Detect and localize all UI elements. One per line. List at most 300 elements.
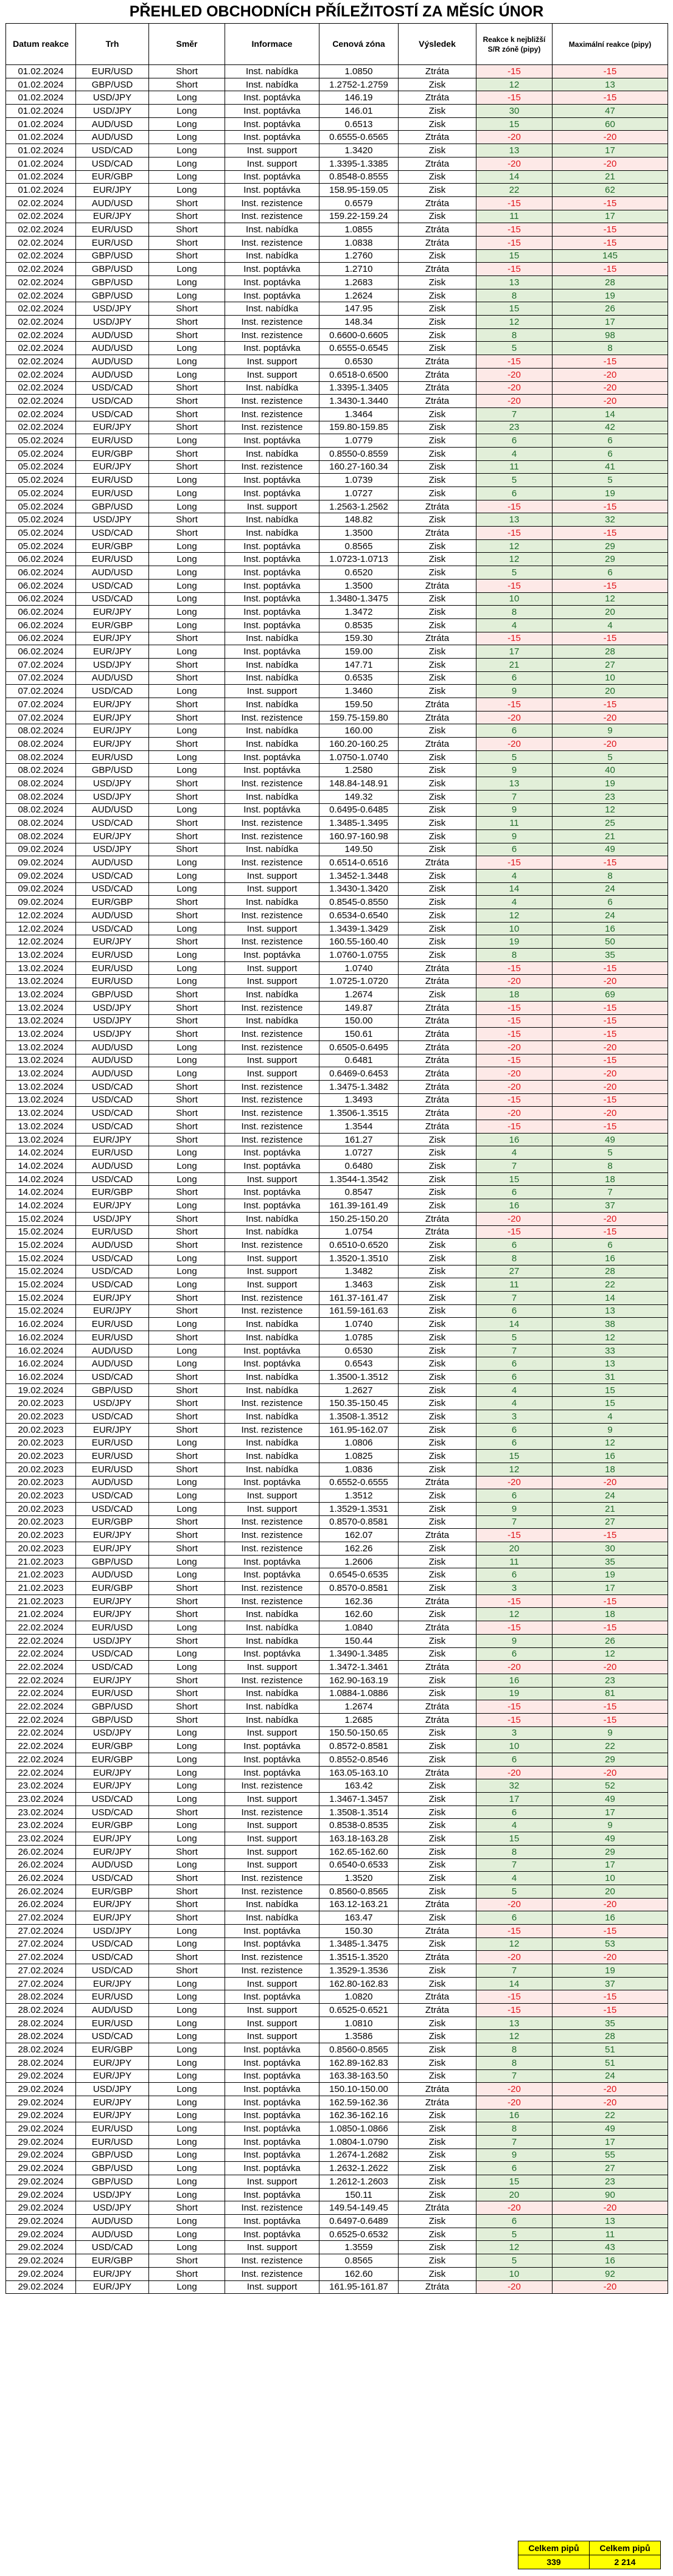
cell-result: Zisk	[399, 1937, 476, 1951]
cell-date: 13.02.2024	[6, 949, 76, 962]
table-row	[6, 2280, 668, 2294]
table-row	[6, 1397, 668, 1410]
cell-reaction-pips: 32	[476, 1779, 553, 1793]
cell-direction: Short	[149, 658, 225, 671]
table-row	[6, 750, 668, 764]
cell-market: EUR/JPY	[76, 421, 149, 434]
cell-direction: Short	[149, 249, 225, 263]
cell-date: 02.02.2024	[6, 276, 76, 289]
cell-price-zone: 0.6552-0.6555	[319, 1476, 399, 1489]
table-row	[6, 210, 668, 223]
cell-date: 01.02.2024	[6, 105, 76, 118]
cell-information: Inst. rezistence	[225, 909, 319, 923]
cell-direction: Long	[149, 2280, 225, 2294]
cell-market: EUR/JPY	[76, 935, 149, 949]
cell-price-zone: 1.3463	[319, 1278, 399, 1292]
cell-reaction-pips: 4	[476, 1146, 553, 1160]
cell-market: USD/JPY	[76, 2083, 149, 2096]
cell-max-pips: 30	[553, 1542, 668, 1556]
cell-result: Ztráta	[399, 961, 476, 975]
cell-date: 01.02.2024	[6, 65, 76, 78]
cell-price-zone: 1.3520-1.3510	[319, 1252, 399, 1265]
cell-date: 29.02.2024	[6, 2096, 76, 2109]
cell-reaction-pips: 6	[476, 1239, 553, 1252]
cell-information: Inst. poptávka	[225, 263, 319, 276]
cell-result: Zisk	[399, 1265, 476, 1278]
table-row	[6, 144, 668, 158]
cell-market: USD/JPY	[76, 91, 149, 105]
cell-market: AUD/USD	[76, 1858, 149, 1872]
cell-max-pips: 62	[553, 184, 668, 197]
cell-result: Ztráta	[399, 263, 476, 276]
cell-information: Inst. support	[225, 975, 319, 988]
cell-reaction-pips: 7	[476, 1515, 553, 1529]
cell-direction: Short	[149, 1608, 225, 1621]
cell-direction: Long	[149, 922, 225, 935]
cell-information: Inst. rezistence	[225, 1872, 319, 1885]
cell-direction: Short	[149, 935, 225, 949]
table-row	[6, 289, 668, 302]
cell-market: EUR/GBP	[76, 170, 149, 184]
cell-reaction-pips: 11	[476, 817, 553, 830]
cell-result: Zisk	[399, 447, 476, 460]
cell-reaction-pips: 7	[476, 2135, 553, 2148]
cell-date: 15.02.2024	[6, 1212, 76, 1225]
cell-price-zone: 0.8570-0.8581	[319, 1515, 399, 1529]
cell-direction: Long	[149, 2083, 225, 2096]
cell-reaction-pips: -15	[476, 500, 553, 513]
cell-information: Inst. support	[225, 1278, 319, 1292]
cell-information: Inst. poptávka	[225, 1146, 319, 1160]
cell-date: 13.02.2024	[6, 988, 76, 1002]
cell-price-zone: 163.42	[319, 1779, 399, 1793]
table-row	[6, 65, 668, 78]
cell-max-pips: 17	[553, 210, 668, 223]
cell-result: Ztráta	[399, 1898, 476, 1911]
cell-reaction-pips: 14	[476, 1318, 553, 1331]
cell-result: Zisk	[399, 170, 476, 184]
cell-information: Inst. poptávka	[225, 2069, 319, 2083]
cell-reaction-pips: 6	[476, 1371, 553, 1384]
table-row	[6, 1858, 668, 1872]
document-title: PŘEHLED OBCHODNÍCH PŘÍLEŽITOSTÍ ZA MĚSÍC ÚNOR	[129, 3, 544, 20]
cell-result: Zisk	[399, 1502, 476, 1515]
cell-reaction-pips: 7	[476, 1160, 553, 1173]
cell-information: Inst. rezistence	[225, 328, 319, 342]
cell-max-pips: 24	[553, 2069, 668, 2083]
cell-price-zone: 161.59-161.63	[319, 1304, 399, 1318]
table-row	[6, 764, 668, 777]
cell-price-zone: 150.00	[319, 1014, 399, 1028]
cell-price-zone: 1.2674-1.2682	[319, 2148, 399, 2162]
cell-date: 20.02.2023	[6, 1463, 76, 1476]
cell-reaction-pips: 8	[476, 2056, 553, 2069]
cell-information: Inst. support	[225, 1067, 319, 1081]
cell-information: Inst. poptávka	[225, 117, 319, 131]
table-row	[6, 1001, 668, 1014]
cell-result: Ztráta	[399, 2096, 476, 2109]
cell-date: 02.02.2024	[6, 196, 76, 210]
cell-market: EUR/USD	[76, 1146, 149, 1160]
table-row	[6, 1753, 668, 1767]
cell-market: EUR/GBP	[76, 1819, 149, 1832]
cell-date: 29.02.2024	[6, 2122, 76, 2136]
cell-market: AUD/USD	[76, 368, 149, 381]
cell-market: EUR/JPY	[76, 1608, 149, 1621]
cell-price-zone: 1.3520	[319, 1872, 399, 1885]
cell-information: Inst. support	[225, 2175, 319, 2189]
cell-information: Inst. nabídka	[225, 381, 319, 395]
cell-market: AUD/USD	[76, 1344, 149, 1357]
table-row	[6, 1304, 668, 1318]
cell-market: EUR/GBP	[76, 2254, 149, 2268]
cell-direction: Long	[149, 1172, 225, 1186]
cell-reaction-pips: -15	[476, 1014, 553, 1028]
cell-market: USD/CAD	[76, 1937, 149, 1951]
table-row	[6, 184, 668, 197]
cell-information: Inst. rezistence	[225, 1239, 319, 1252]
cell-market: EUR/JPY	[76, 724, 149, 738]
cell-result: Zisk	[399, 843, 476, 856]
table-row	[6, 1661, 668, 1674]
cell-result: Ztráta	[399, 1001, 476, 1014]
cell-date: 15.02.2024	[6, 1265, 76, 1278]
cell-max-pips: 33	[553, 1344, 668, 1357]
cell-reaction-pips: 15	[476, 249, 553, 263]
cell-market: EUR/JPY	[76, 1779, 149, 1793]
cell-market: AUD/USD	[76, 1476, 149, 1489]
cell-direction: Long	[149, 276, 225, 289]
cell-reaction-pips: 19	[476, 1687, 553, 1700]
cell-result: Ztráta	[399, 1476, 476, 1489]
cell-reaction-pips: 6	[476, 1304, 553, 1318]
table-row	[6, 1529, 668, 1542]
cell-direction: Short	[149, 1331, 225, 1345]
cell-max-pips: 35	[553, 2017, 668, 2030]
cell-information: Inst. nabídka	[225, 1463, 319, 1476]
cell-direction: Long	[149, 1858, 225, 1872]
cell-reaction-pips: 16	[476, 1674, 553, 1687]
table-row	[6, 342, 668, 355]
cell-max-pips: -15	[553, 579, 668, 592]
cell-date: 07.02.2024	[6, 698, 76, 712]
cell-date: 14.02.2024	[6, 1146, 76, 1160]
cell-information: Inst. nabídka	[225, 1713, 319, 1726]
cell-reaction-pips: 13	[476, 276, 553, 289]
cell-information: Inst. nabídka	[225, 302, 319, 316]
cell-direction: Short	[149, 1014, 225, 1028]
cell-reaction-pips: 7	[476, 1344, 553, 1357]
cell-price-zone: 163.05-163.10	[319, 1766, 399, 1779]
cell-information: Inst. rezistence	[225, 1582, 319, 1595]
cell-direction: Long	[149, 579, 225, 592]
cell-reaction-pips: -15	[476, 236, 553, 249]
cell-date: 26.02.2024	[6, 1898, 76, 1911]
cell-result: Ztráta	[399, 1080, 476, 1093]
cell-date: 02.02.2024	[6, 421, 76, 434]
cell-market: EUR/JPY	[76, 1133, 149, 1146]
cell-market: EUR/JPY	[76, 1674, 149, 1687]
cell-reaction-pips: 19	[476, 935, 553, 949]
cell-price-zone: 159.50	[319, 698, 399, 712]
cell-market: EUR/USD	[76, 236, 149, 249]
cell-reaction-pips: 6	[476, 1436, 553, 1450]
cell-max-pips: -20	[553, 381, 668, 395]
cell-information: Inst. support	[225, 1858, 319, 1872]
cell-market: EUR/JPY	[76, 1542, 149, 1556]
cell-date: 20.02.2023	[6, 1423, 76, 1436]
cell-price-zone: 162.80-162.83	[319, 1977, 399, 1990]
table-row	[6, 1199, 668, 1213]
cell-result: Ztráta	[399, 1594, 476, 1608]
opportunities-table	[5, 23, 668, 2294]
cell-result: Zisk	[399, 2030, 476, 2043]
cell-reaction-pips: 7	[476, 1291, 553, 1304]
cell-price-zone: 1.3472	[319, 606, 399, 619]
table-row	[6, 553, 668, 566]
cell-reaction-pips: 4	[476, 447, 553, 460]
cell-date: 02.02.2024	[6, 223, 76, 237]
cell-reaction-pips: -15	[476, 1028, 553, 1041]
table-row	[6, 1093, 668, 1107]
table-row	[6, 2148, 668, 2162]
cell-market: EUR/USD	[76, 553, 149, 566]
cell-reaction-pips: 15	[476, 302, 553, 316]
cell-direction: Short	[149, 988, 225, 1002]
cell-result: Zisk	[399, 2069, 476, 2083]
cell-market: AUD/USD	[76, 1054, 149, 1067]
cell-max-pips: 35	[553, 949, 668, 962]
cell-information: Inst. rezistence	[225, 1093, 319, 1107]
cell-date: 29.02.2024	[6, 2109, 76, 2122]
cell-result: Zisk	[399, 1555, 476, 1568]
cell-price-zone: 1.2612-1.2603	[319, 2175, 399, 2189]
cell-date: 13.02.2024	[6, 1067, 76, 1081]
cell-market: USD/JPY	[76, 1028, 149, 1041]
cell-direction: Long	[149, 1793, 225, 1806]
cell-reaction-pips: -15	[476, 1093, 553, 1107]
cell-reaction-pips: 9	[476, 764, 553, 777]
cell-max-pips: -15	[553, 1014, 668, 1028]
cell-market: AUD/USD	[76, 117, 149, 131]
cell-result: Ztráta	[399, 381, 476, 395]
cell-reaction-pips: 9	[476, 829, 553, 843]
cell-date: 16.02.2024	[6, 1318, 76, 1331]
cell-information: Inst. support	[225, 1845, 319, 1858]
cell-max-pips: 28	[553, 1265, 668, 1278]
cell-market: EUR/JPY	[76, 1766, 149, 1779]
cell-result: Zisk	[399, 1371, 476, 1384]
cell-max-pips: 5	[553, 750, 668, 764]
cell-direction: Short	[149, 1383, 225, 1397]
cell-information: Inst. poptávka	[225, 1186, 319, 1199]
table-row	[6, 2201, 668, 2215]
cell-price-zone: 1.3500-1.3512	[319, 1371, 399, 1384]
cell-result: Zisk	[399, 249, 476, 263]
cell-max-pips: 23	[553, 790, 668, 803]
cell-price-zone: 0.6530	[319, 1344, 399, 1357]
cell-max-pips: 12	[553, 592, 668, 606]
cell-max-pips: 17	[553, 1858, 668, 1872]
cell-market: USD/CAD	[76, 144, 149, 158]
cell-max-pips: -20	[553, 711, 668, 724]
cell-information: Inst. poptávka	[225, 289, 319, 302]
cell-max-pips: 9	[553, 1423, 668, 1436]
cell-reaction-pips: 4	[476, 896, 553, 909]
cell-information: Inst. rezistence	[225, 1515, 319, 1529]
cell-information: Inst. nabídka	[225, 671, 319, 685]
cell-information: Inst. poptávka	[225, 1753, 319, 1767]
cell-information: Inst. rezistence	[225, 460, 319, 474]
cell-result: Zisk	[399, 1489, 476, 1503]
cell-direction: Short	[149, 223, 225, 237]
table-row	[6, 1832, 668, 1846]
cell-result: Ztráta	[399, 196, 476, 210]
cell-result: Zisk	[399, 1793, 476, 1806]
table-row	[6, 592, 668, 606]
cell-result: Zisk	[399, 658, 476, 671]
cell-direction: Long	[149, 117, 225, 131]
cell-direction: Long	[149, 1160, 225, 1173]
cell-result: Ztráta	[399, 368, 476, 381]
table-row	[6, 645, 668, 659]
cell-price-zone: 0.8572-0.8581	[319, 1740, 399, 1753]
cell-result: Ztráta	[399, 975, 476, 988]
table-row	[6, 829, 668, 843]
table-row	[6, 618, 668, 632]
cell-date: 12.02.2024	[6, 935, 76, 949]
cell-direction: Short	[149, 1582, 225, 1595]
cell-information: Inst. rezistence	[225, 1120, 319, 1134]
cell-information: Inst. poptávka	[225, 1357, 319, 1371]
cell-price-zone: 0.6514-0.6516	[319, 856, 399, 870]
header-result: Výsledek	[399, 24, 476, 65]
cell-direction: Short	[149, 1700, 225, 1714]
cell-date: 05.02.2024	[6, 539, 76, 553]
table-row	[6, 2241, 668, 2254]
cell-direction: Long	[149, 170, 225, 184]
table-row	[6, 1621, 668, 1635]
cell-date: 12.02.2024	[6, 909, 76, 923]
cell-information: Inst. nabídka	[225, 1383, 319, 1397]
cell-reaction-pips: -15	[476, 1713, 553, 1726]
table-row	[6, 527, 668, 540]
cell-max-pips: 6	[553, 566, 668, 580]
cell-reaction-pips: -15	[476, 1001, 553, 1014]
cell-result: Ztráta	[399, 1951, 476, 1964]
cell-date: 20.02.2023	[6, 1436, 76, 1450]
cell-price-zone: 1.3467-1.3457	[319, 1793, 399, 1806]
table-row	[6, 909, 668, 923]
cell-market: EUR/USD	[76, 2122, 149, 2136]
cell-information: Inst. support	[225, 355, 319, 369]
cell-price-zone: 161.95-161.87	[319, 2280, 399, 2294]
cell-result: Ztráta	[399, 131, 476, 144]
cell-reaction-pips: 6	[476, 1568, 553, 1582]
cell-price-zone: 1.3500	[319, 579, 399, 592]
cell-direction: Short	[149, 1463, 225, 1476]
cell-result: Zisk	[399, 1463, 476, 1476]
cell-information: Inst. poptávka	[225, 1568, 319, 1582]
cell-information: Inst. poptávka	[225, 131, 319, 144]
cell-date: 15.02.2024	[6, 1304, 76, 1318]
cell-max-pips: 16	[553, 1911, 668, 1925]
cell-information: Inst. poptávka	[225, 2162, 319, 2175]
cell-price-zone: 1.0820	[319, 1990, 399, 2004]
cell-result: Zisk	[399, 1436, 476, 1450]
cell-max-pips: -15	[553, 961, 668, 975]
cell-price-zone: 0.6520	[319, 566, 399, 580]
cell-market: GBP/USD	[76, 78, 149, 91]
cell-direction: Long	[149, 184, 225, 197]
cell-market: USD/JPY	[76, 105, 149, 118]
cell-information: Inst. rezistence	[225, 2201, 319, 2215]
cell-result: Ztráta	[399, 395, 476, 408]
cell-price-zone: 149.50	[319, 843, 399, 856]
cell-reaction-pips: 20	[476, 2188, 553, 2201]
cell-result: Zisk	[399, 935, 476, 949]
cell-reaction-pips: -20	[476, 1040, 553, 1054]
cell-price-zone: 162.60	[319, 2267, 399, 2280]
cell-market: AUD/USD	[76, 803, 149, 817]
cell-information: Inst. poptávka	[225, 618, 319, 632]
cell-information: Inst. poptávka	[225, 1766, 319, 1779]
cell-date: 13.02.2024	[6, 1120, 76, 1134]
cell-result: Ztráta	[399, 2280, 476, 2294]
cell-information: Inst. poptávka	[225, 2228, 319, 2241]
cell-market: USD/JPY	[76, 513, 149, 527]
cell-information: Inst. poptávka	[225, 2096, 319, 2109]
cell-information: Inst. support	[225, 2241, 319, 2254]
cell-market: EUR/USD	[76, 65, 149, 78]
cell-max-pips: 19	[553, 777, 668, 791]
cell-result: Ztráta	[399, 223, 476, 237]
table-row	[6, 1542, 668, 1556]
cell-price-zone: 1.0785	[319, 1331, 399, 1345]
table-row	[6, 1502, 668, 1515]
cell-price-zone: 0.8547	[319, 1186, 399, 1199]
cell-price-zone: 1.0779	[319, 434, 399, 448]
cell-date: 01.02.2024	[6, 144, 76, 158]
cell-price-zone: 0.6555-0.6565	[319, 131, 399, 144]
cell-reaction-pips: 15	[476, 2175, 553, 2189]
cell-reaction-pips: 10	[476, 1740, 553, 1753]
cell-market: AUD/USD	[76, 328, 149, 342]
cell-result: Zisk	[399, 460, 476, 474]
cell-date: 22.02.2024	[6, 1753, 76, 1767]
cell-date: 05.02.2024	[6, 500, 76, 513]
cell-max-pips: 16	[553, 1450, 668, 1463]
cell-direction: Long	[149, 1054, 225, 1067]
cell-information: Inst. poptávka	[225, 1647, 319, 1661]
cell-max-pips: 32	[553, 513, 668, 527]
cell-date: 01.02.2024	[6, 170, 76, 184]
cell-price-zone: 1.0840	[319, 1621, 399, 1635]
cell-max-pips: -15	[553, 65, 668, 78]
cell-direction: Long	[149, 685, 225, 698]
cell-market: USD/CAD	[76, 407, 149, 421]
cell-information: Inst. poptávka	[225, 1990, 319, 2004]
cell-market: EUR/JPY	[76, 738, 149, 751]
cell-information: Inst. nabídka	[225, 843, 319, 856]
cell-market: AUD/USD	[76, 1040, 149, 1054]
cell-max-pips: 12	[553, 1647, 668, 1661]
table-row	[6, 117, 668, 131]
cell-direction: Short	[149, 1674, 225, 1687]
table-row	[6, 1410, 668, 1424]
cell-direction: Long	[149, 1146, 225, 1160]
cell-max-pips: 27	[553, 2162, 668, 2175]
